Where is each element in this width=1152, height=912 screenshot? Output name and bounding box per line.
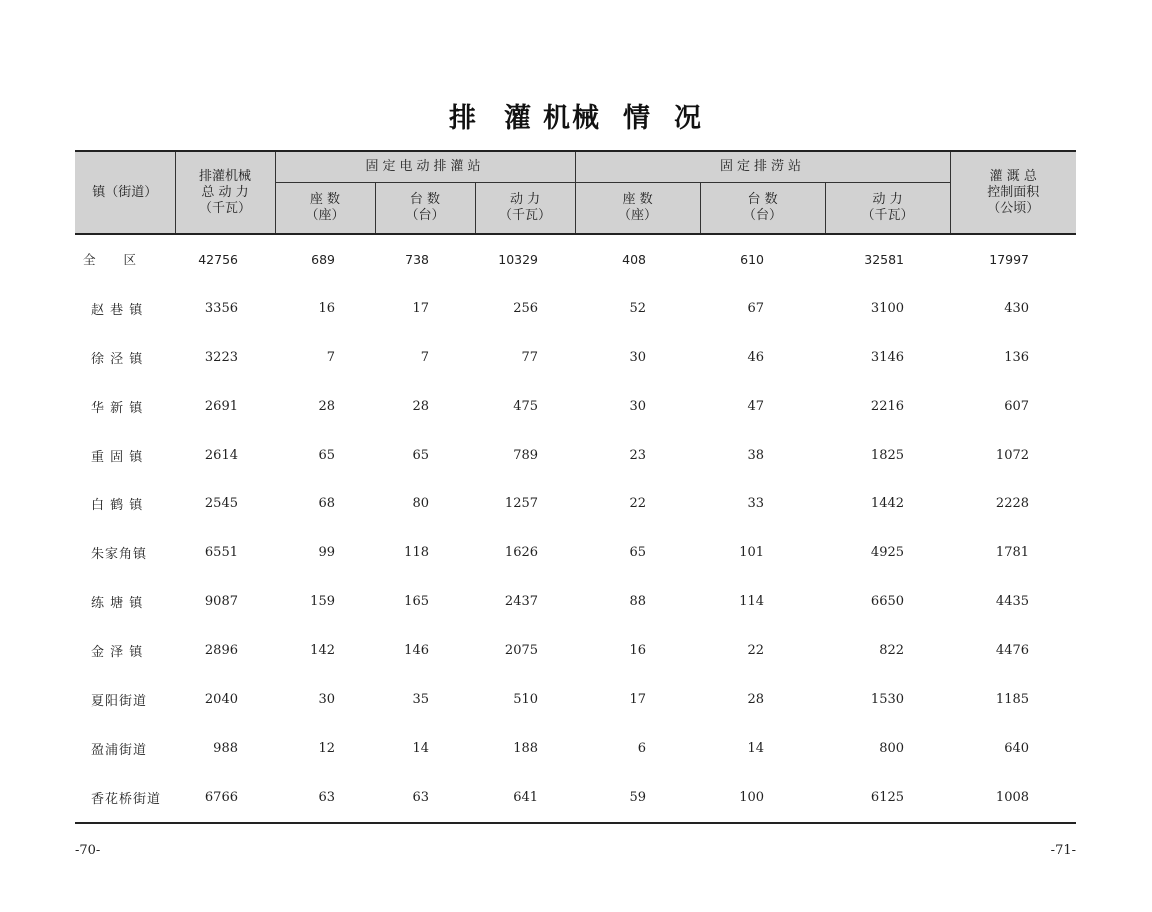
- cell-e-units: 118: [404, 545, 429, 561]
- cell-irrigation-area: 640: [1004, 740, 1030, 756]
- table-row: [75, 773, 1076, 823]
- cell-d-units: 610: [740, 251, 765, 267]
- cell-d-seat: 22: [629, 496, 647, 512]
- cell-d-seat: 23: [629, 447, 647, 463]
- cell-e-power: 1257: [504, 496, 539, 512]
- cell-e-power: 256: [513, 300, 539, 316]
- cell-irrigation-area: 17997: [989, 251, 1030, 267]
- cell-e-units: 63: [375, 773, 475, 823]
- cell-d-units: 114: [739, 594, 765, 610]
- cell-d-power: 3146: [870, 349, 905, 365]
- page-number-left: -70-: [75, 843, 101, 858]
- cell-e-seat: 7: [326, 349, 335, 365]
- cell-total-power: 6766: [175, 773, 275, 823]
- cell-town-name: 华 新 镇: [91, 400, 144, 416]
- header-units-label: 台 数: [747, 192, 778, 207]
- cell-total-power: 2545: [204, 496, 238, 512]
- cell-e-power: 641: [475, 773, 575, 823]
- cell-e-power: 77: [521, 349, 539, 365]
- header-seat-label: 座 数: [622, 192, 653, 207]
- title-part: 情: [623, 103, 652, 134]
- table-header: [75, 151, 1076, 234]
- header-units-unit: （台）: [405, 208, 445, 223]
- cell-e-seat: 65: [318, 447, 335, 463]
- cell-e-units: 28: [412, 398, 429, 414]
- cell-e-seat: 16: [318, 300, 335, 316]
- cell-e-units: 17: [412, 300, 429, 316]
- cell-e-seat: 30: [318, 691, 335, 707]
- cell-e-units: 65: [412, 447, 429, 463]
- cell-d-units: 47: [747, 398, 765, 414]
- cell-d-power: 2216: [870, 398, 905, 414]
- cell-town-name: 练 塘 镇: [91, 596, 144, 612]
- cell-e-units: 146: [404, 643, 429, 659]
- cell-e-units: 14: [412, 740, 429, 756]
- header-units-label: 台 数: [409, 192, 441, 207]
- cell-e-seat: 68: [318, 496, 335, 512]
- cell-d-seat: 88: [629, 594, 647, 610]
- cell-town-name: 夏阳街道: [91, 693, 148, 709]
- header-power-label: 动 力: [509, 192, 541, 207]
- header-total-power-line3: （千瓦）: [198, 200, 251, 216]
- header-area-line2: 控制面积: [987, 184, 1040, 200]
- cell-irrigation-area: 1072: [995, 447, 1030, 463]
- table-row: [75, 528, 1076, 577]
- cell-irrigation-area: 4435: [995, 594, 1030, 610]
- cell-d-units: 22: [747, 643, 765, 659]
- header-e-seat: [275, 183, 375, 235]
- cell-d-seat: 59: [575, 773, 700, 823]
- cell-d-units: 28: [747, 691, 765, 707]
- cell-d-seat: 17: [629, 691, 647, 707]
- cell-town-name: 白 鹤 镇: [91, 498, 144, 514]
- cell-irrigation-area: 2228: [995, 496, 1030, 512]
- cell-d-units: 101: [739, 545, 765, 561]
- header-power-unit: （千瓦）: [861, 208, 914, 223]
- cell-town-name: 全 区: [83, 252, 138, 268]
- cell-total-power: 3356: [204, 300, 238, 316]
- cell-e-power: 510: [513, 691, 539, 707]
- table-row: [75, 382, 1076, 431]
- cell-d-seat: 16: [629, 643, 647, 659]
- cell-e-seat: 28: [318, 398, 335, 414]
- cell-irrigation-area: 1185: [995, 691, 1030, 707]
- cell-total-power: 9087: [204, 594, 238, 610]
- cell-total-power: 2614: [204, 447, 238, 463]
- table-row: [75, 479, 1076, 528]
- cell-e-power: 475: [513, 398, 539, 414]
- drainage-irrigation-table: [75, 150, 1076, 824]
- page-title: [0, 96, 1152, 135]
- page-number-right: -71-: [1050, 843, 1076, 858]
- title-part: 排: [449, 103, 478, 134]
- cell-e-seat: 142: [310, 643, 335, 659]
- cell-town-name: 盈浦街道: [91, 742, 148, 758]
- title-part: 机械: [543, 103, 601, 134]
- cell-e-power: 2075: [504, 643, 539, 659]
- cell-irrigation-area: 430: [1004, 300, 1030, 316]
- table-body: [75, 234, 1076, 823]
- cell-e-power: 188: [513, 740, 539, 756]
- cell-irrigation-area: 1008: [950, 773, 1076, 823]
- header-e-power: [475, 183, 575, 235]
- data-table: [75, 150, 1076, 824]
- cell-d-power: 1530: [870, 691, 905, 707]
- header-seat-label: 座 数: [309, 192, 341, 207]
- cell-d-units: 67: [747, 300, 765, 316]
- table-row: [75, 577, 1076, 626]
- table-row: [75, 675, 1076, 724]
- cell-e-power: 1626: [504, 545, 539, 561]
- header-d-power: [825, 183, 950, 235]
- cell-d-seat: 408: [622, 251, 647, 267]
- cell-d-units: 46: [747, 349, 765, 365]
- header-e-units: [375, 183, 475, 235]
- title-part: 灌: [504, 103, 533, 134]
- table-row: [75, 431, 1076, 480]
- cell-irrigation-area: 4476: [995, 643, 1030, 659]
- cell-d-units: 14: [747, 740, 765, 756]
- table-row: [75, 284, 1076, 333]
- cell-total-power: 2691: [204, 398, 238, 414]
- cell-d-units: 38: [747, 447, 765, 463]
- cell-town-name: 金 泽 镇: [91, 645, 144, 661]
- cell-d-power: 822: [879, 643, 905, 659]
- cell-e-power: 10329: [498, 251, 539, 267]
- header-irrigation-area: [950, 151, 1076, 234]
- header-town: 镇（街道）: [75, 151, 175, 234]
- cell-total-power: 988: [213, 740, 238, 756]
- cell-e-units: 35: [412, 691, 429, 707]
- table-row: [75, 333, 1076, 382]
- cell-d-power: 800: [879, 740, 905, 756]
- cell-e-units: 80: [412, 496, 429, 512]
- cell-town-name: 香花桥街道: [75, 773, 175, 823]
- header-d-seat: [575, 183, 700, 235]
- cell-e-power: 2437: [504, 594, 539, 610]
- cell-d-units: 100: [700, 773, 825, 823]
- cell-total-power: 2896: [204, 643, 238, 659]
- header-power-label: 动 力: [872, 192, 903, 207]
- cell-total-power: 2040: [204, 691, 238, 707]
- header-seat-unit: （座）: [618, 208, 658, 223]
- header-d-units: [700, 183, 825, 235]
- header-power-unit: （千瓦）: [499, 208, 552, 223]
- header-group-drainage: 固定排涝站: [575, 151, 950, 183]
- cell-d-units: 33: [747, 496, 765, 512]
- cell-e-units: 738: [405, 251, 429, 267]
- table-row-total: [75, 234, 1076, 284]
- table-row: [75, 724, 1076, 773]
- cell-total-power: 6551: [204, 545, 238, 561]
- cell-e-power: 789: [513, 447, 539, 463]
- cell-irrigation-area: 136: [1004, 349, 1030, 365]
- cell-d-power: 1442: [870, 496, 905, 512]
- cell-total-power: 3223: [204, 349, 238, 365]
- cell-d-power: 6125: [825, 773, 950, 823]
- cell-e-seat: 99: [318, 545, 335, 561]
- cell-d-seat: 52: [629, 300, 647, 316]
- header-area-line3: （公顷）: [987, 200, 1040, 216]
- header-total-power: [175, 151, 275, 234]
- header-seat-unit: （座）: [305, 208, 345, 223]
- cell-d-power: 4925: [870, 545, 905, 561]
- cell-irrigation-area: 1781: [995, 545, 1030, 561]
- cell-d-seat: 30: [629, 398, 647, 414]
- cell-e-units: 7: [420, 349, 429, 365]
- cell-d-power: 3100: [870, 300, 905, 316]
- header-units-unit: （台）: [743, 208, 783, 223]
- cell-d-seat: 30: [629, 349, 647, 365]
- cell-e-seat: 12: [318, 740, 335, 756]
- cell-e-seat: 689: [311, 251, 335, 267]
- cell-e-seat: 159: [310, 594, 335, 610]
- cell-d-power: 1825: [870, 447, 905, 463]
- cell-irrigation-area: 607: [1004, 398, 1030, 414]
- cell-e-seat: 63: [275, 773, 375, 823]
- cell-total-power: 42756: [198, 251, 238, 267]
- header-total-power-line1: 排灌机械: [198, 168, 251, 184]
- cell-d-power: 6650: [870, 594, 905, 610]
- header-area-line1: 灌 溉 总: [989, 168, 1037, 184]
- cell-town-name: 徐 泾 镇: [91, 351, 144, 367]
- cell-town-name: 重 固 镇: [91, 449, 144, 465]
- cell-d-seat: 6: [637, 740, 647, 756]
- cell-d-power: 32581: [864, 251, 905, 267]
- header-group-irrigation: 固定电动排灌站: [275, 151, 575, 183]
- cell-town-name: 赵 巷 镇: [91, 302, 144, 318]
- header-total-power-line2: 总 动 力: [201, 184, 249, 200]
- cell-e-units: 165: [404, 594, 429, 610]
- cell-town-name: 朱家角镇: [91, 547, 148, 563]
- title-part: 况: [674, 103, 703, 134]
- table-row: [75, 626, 1076, 675]
- cell-d-seat: 65: [629, 545, 647, 561]
